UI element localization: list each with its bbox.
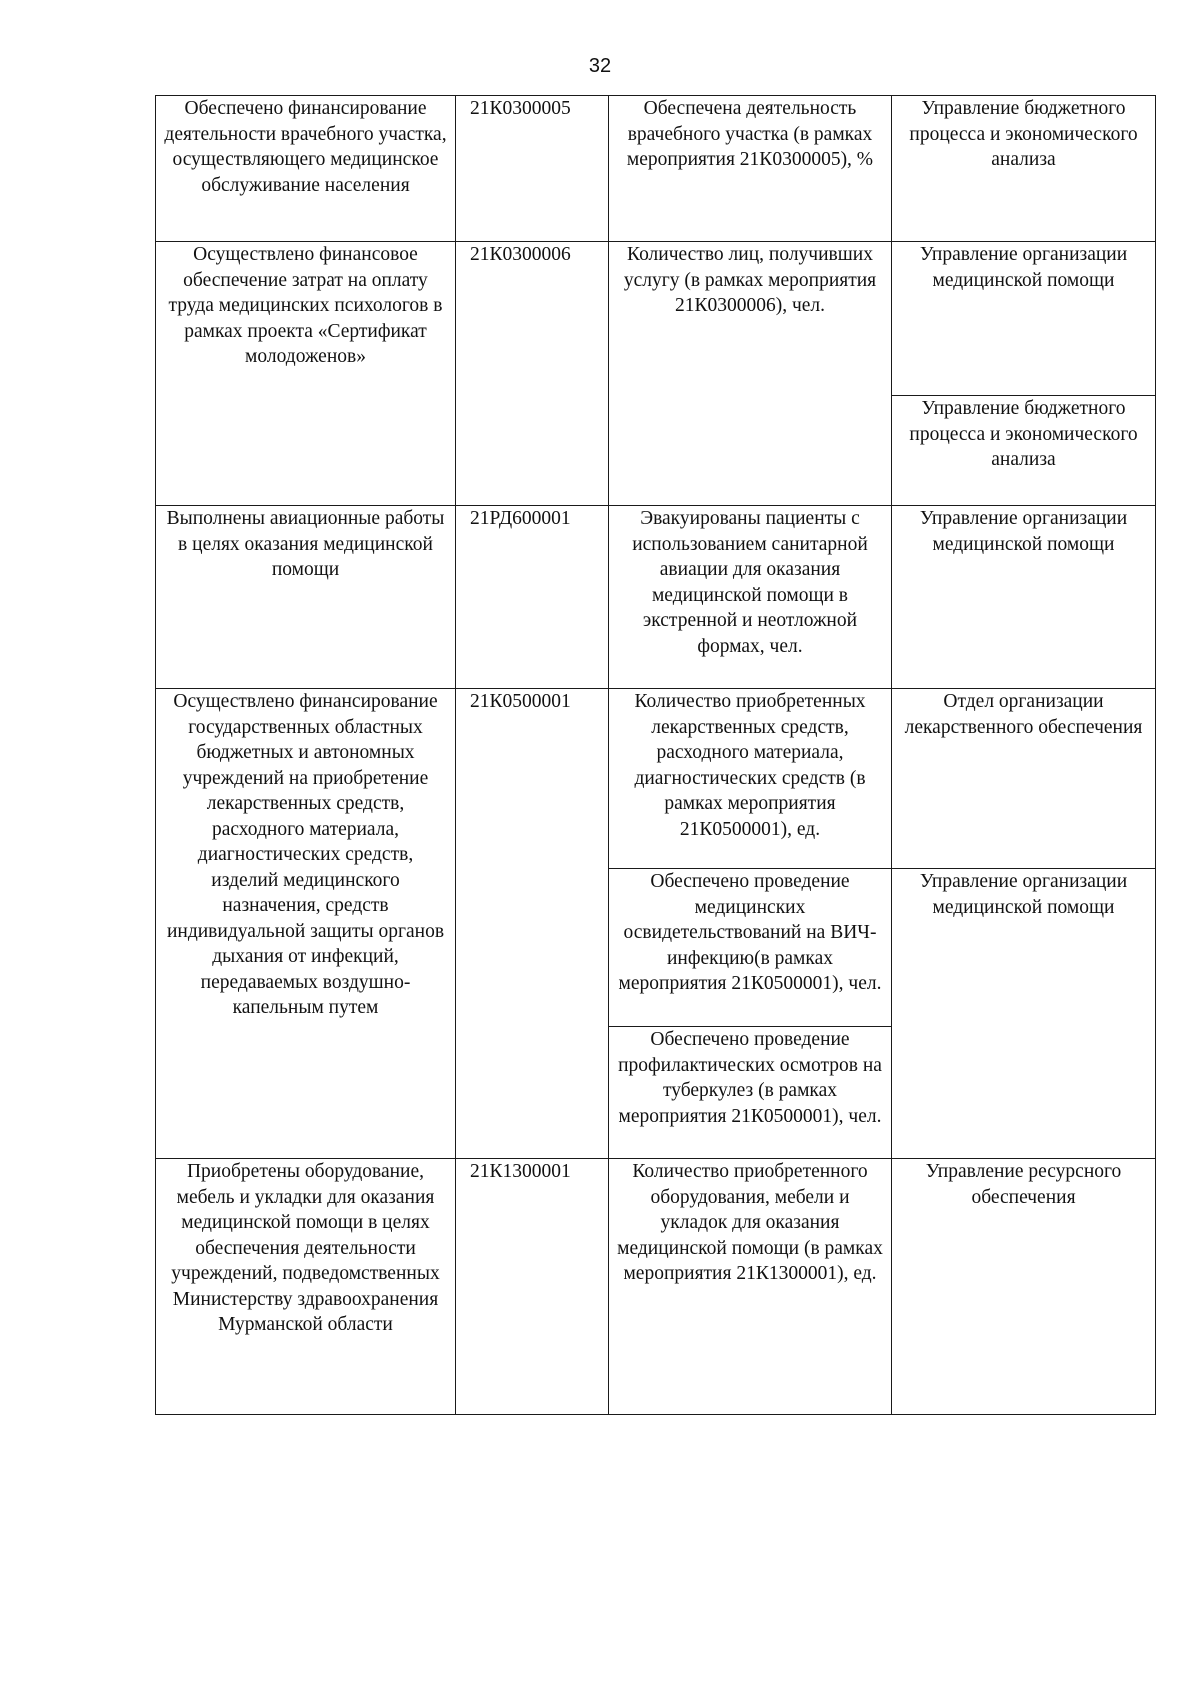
responsible-cell: Управление организации медицинской помощи: [892, 506, 1156, 689]
table-row: [156, 96, 1156, 242]
result-cell: Осуществлено финансовое обеспечение затрат на оплату труда медицинских психологов в рамках проекта «Сертификат молодоженов»: [156, 242, 456, 506]
table-row: [156, 689, 1156, 869]
responsible-cell: Отдел организации лекарственного обеспечения: [892, 689, 1156, 869]
indicator-cell: Обеспечено проведение медицинских освидетельствований на ВИЧ-инфекцию(в рамках мероприятия 21К0500001), чел.: [609, 869, 892, 1027]
responsible-cell: Управление ресурсного обеспечения: [892, 1159, 1156, 1415]
code-cell: 21К0300006: [456, 242, 609, 506]
indicator-cell: Обеспечена деятельность врачебного участка (в рамках мероприятия 21К0300005), %: [609, 96, 892, 242]
code-cell: 21К0300005: [456, 96, 609, 242]
responsible-cell: Управление организации медицинской помощи: [892, 869, 1156, 1159]
code-cell: 21РД600001: [456, 506, 609, 689]
table-row: [156, 1159, 1156, 1415]
table-row: [156, 242, 1156, 396]
indicator-cell: Количество приобретенного оборудования, мебели и укладок для оказания медицинской помощи (в рамках мероприятия 21К1300001), ед.: [609, 1159, 892, 1415]
table-row: [156, 506, 1156, 689]
responsible-cell: Управление бюджетного процесса и экономического анализа: [892, 96, 1156, 242]
result-cell: Обеспечено финансирование деятельности врачебного участка, осуществляющего медицинское обслуживание населения: [156, 96, 456, 242]
indicator-cell: Обеспечено проведение профилактических осмотров на туберкулез (в рамках мероприятия 21К0500001), чел.: [609, 1027, 892, 1159]
page-number: 32: [588, 55, 612, 77]
measures-table: [155, 95, 1156, 1415]
responsible-cell: Управление организации медицинской помощи: [892, 242, 1156, 396]
result-cell: Осуществлено финансирование государственных областных бюджетных и автономных учреждений на приобретение лекарственных средств, расходного материала, диагностических средств, изделий медицинского назначения, средств индивидуальной защиты органов дыхания от инфекций, передаваемых воздушно-капельным путем: [156, 689, 456, 1159]
indicator-cell: Количество приобретенных лекарственных средств, расходного материала, диагностических средств (в рамках мероприятия 21К0500001), ед.: [609, 689, 892, 869]
result-cell: Выполнены авиационные работы в целях оказания медицинской помощи: [156, 506, 456, 689]
result-cell: Приобретены оборудование, мебель и укладки для оказания медицинской помощи в целях обеспечения деятельности учреждений, подведомственных Министерству здравоохранения Мурманской области: [156, 1159, 456, 1415]
indicator-cell: Эвакуированы пациенты с использованием санитарной авиации для оказания медицинской помощи в экстренной и неотложной формах, чел.: [609, 506, 892, 689]
indicator-cell: Количество лиц, получивших услугу (в рамках мероприятия 21К0300006), чел.: [609, 242, 892, 506]
code-cell: 21К1300001: [456, 1159, 609, 1415]
responsible-cell: Управление бюджетного процесса и экономического анализа: [892, 396, 1156, 506]
code-cell: 21К0500001: [456, 689, 609, 1159]
